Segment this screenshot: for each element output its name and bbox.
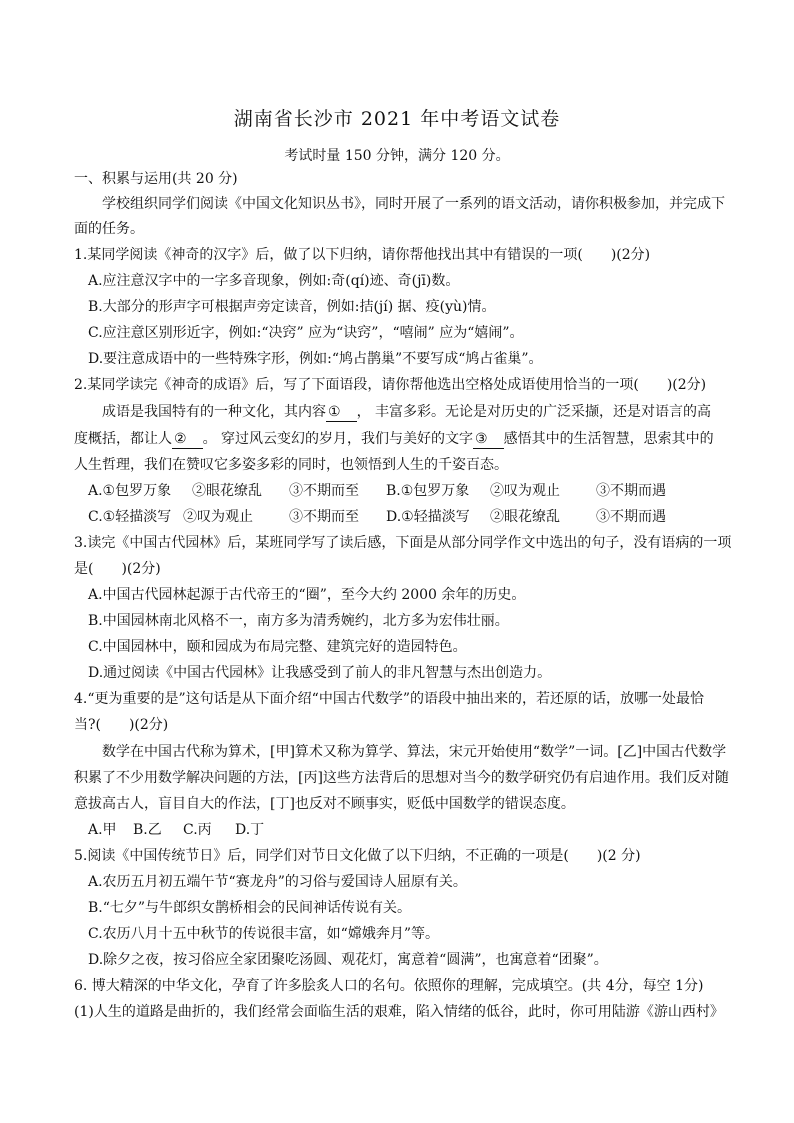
q2-passage-text: 成语是我国特有的一种文化，其内容: [102, 404, 326, 420]
q1-option-c: C.应注意区别形近字，例如:“决窍” 应为“诀窍”，“嘻闹” 应为“嬉闹”。: [88, 325, 524, 341]
q2-passage-text: 感悟其中的生活智慧，思索其中的: [503, 431, 714, 447]
q4-option-c: C.丙: [183, 822, 212, 838]
q4-passage-line: 积累了不少用数学解决问题的方法，[丙]这些方法背后的思想对当今的数学研究仍有启迪作用。我们反对随: [74, 770, 729, 786]
section-intro-line: 学校组织同学们阅读《中国文化知识丛书》，同时开展了一系列的语文活动，请你积极参加，并完成下: [102, 196, 725, 212]
q3-option-c: C.中国园林中，颐和园成为布局完整、建筑完好的造园特色。: [88, 639, 467, 655]
q4-option-b: B.乙: [133, 822, 162, 838]
q2-blank-1: ①: [328, 404, 355, 420]
section-heading: 一、积累与运用(共 20 分): [74, 171, 238, 187]
q4-passage-line: 数学在中国古代称为算术，[甲]算术又称为算学、算法，宋元开始使用“数学”一词。[乙]中国古代数学: [102, 744, 727, 760]
q2-passage-text: 度概括，都让人: [74, 431, 172, 447]
q5-option-c: C.农历八月十五中秋节的传说很丰富，如“嫦娥奔月”等。: [88, 926, 439, 942]
q2-blank-3: ③: [475, 431, 502, 447]
q4-option-a: A.甲: [88, 822, 117, 838]
q6-item-1: (1)人生的道路是曲折的，我们经常会面临生活的艰难，陷入情绪的低谷，此时，你可用陆游《游山西村》: [74, 1004, 724, 1020]
q2-option-b-1: B.①包罗万象: [386, 483, 470, 499]
q2-passage-text: ， 丰富多彩。无论是对历史的广泛采撷，还是对语言的高: [356, 404, 712, 420]
q2-passage-line: [74, 430, 714, 449]
q2-option-d-2: ②眼花缭乱: [490, 509, 560, 525]
q4-passage-line: 意拔高古人，盲目自大的作法，[丁]也反对不顾事实，贬低中国数学的错误态度。: [74, 796, 575, 812]
q2-option-d-1: D.①轻描淡写: [386, 509, 470, 525]
q5-option-a: A.农历五月初五端午节“赛龙舟”的习俗与爱国诗人屈原有关。: [88, 874, 467, 890]
q2-option-a-1: A.①包罗万象: [88, 483, 172, 499]
q3-option-b: B.中国园林南北风格不一，南方多为清秀婉约，北方多为宏伟壮丽。: [88, 613, 509, 629]
q5-option-d: D.除夕之夜，按习俗应全家团聚吃汤圆、观花灯，寓意着“圆满”，也寓意着“团聚”。: [88, 952, 608, 968]
question-5-stem: 5.阅读《中国传统节日》后，同学们对节日文化做了以下归纳，不正确的一项是( )(2 分): [74, 848, 641, 864]
q5-option-b: B.“七夕”与牛郎织女鹊桥相会的民间神话传说有关。: [88, 900, 412, 916]
question-4-stem: 4.“更为重要的是”这句话是从下面介绍“中国古代数学”的语段中抽出来的，若还原的话，放哪一处最恰: [74, 691, 704, 707]
question-2-stem: 2.某同学读完《神奇的成语》后，写了下面语段，请你帮他选出空格处成语使用恰当的一项( )(2分): [74, 377, 707, 393]
q2-blank-2: ②: [174, 431, 201, 447]
q2-passage-text: 。 穿过风云变幻的岁月，我们与美好的文字: [202, 431, 474, 447]
q2-option-a-3: ③不期而至: [289, 483, 359, 499]
question-1-stem: 1.某同学阅读《神奇的汉字》后，做了以下归纳，请你帮他找出其中有错误的一项( )(2分): [74, 247, 651, 263]
q1-option-a: A.应注意汉字中的一字多音现象，例如:奇(qí)迹、奇(jī)数。: [88, 273, 460, 289]
q2-passage-line: 人生哲理，我们在赞叹它多姿多彩的同时，也领悟到人生的千姿百态。: [74, 457, 508, 473]
section-intro-line: 面的任务。: [74, 221, 144, 237]
q1-option-b: B.大部分的形声字可根据声旁定读音，例如:拮(jí) 据、疫(yù)情。: [88, 299, 496, 315]
q2-option-a-2: ②眼花缭乱: [192, 483, 262, 499]
question-3-stem: 3.读完《中国古代园林》后，某班同学写了读后感，下面是从部分同学作文中选出的句子，没有语病的一项: [74, 535, 732, 551]
exam-title: 湖南省长沙市 2021 年中考语文试卷: [233, 108, 561, 130]
q2-passage-line: [102, 403, 711, 422]
q3-option-d: D.通过阅读《中国古代园林》让我感受到了前人的非凡智慧与杰出创造力。: [88, 665, 552, 681]
q1-option-d: D.要注意成语中的一些特殊字形，例如:“鸠占鹊巢”不要写成“鸠占雀巢”。: [88, 351, 543, 367]
question-4-stem: 当?( )(2分): [74, 717, 169, 733]
question-3-stem: 是( )(2分): [74, 561, 161, 577]
q4-option-d: D.丁: [235, 822, 265, 838]
question-6-stem: 6. 博大精深的中华文化，孕育了许多脍炙人口的名句。依照你的理解，完成填空。(共 4分，每空 1分): [74, 978, 704, 994]
q2-option-c-1: C.①轻描淡写: [88, 509, 172, 525]
q3-option-a: A.中国古代园林起源于古代帝王的“圈”，至今大约 2000 余年的历史。: [88, 587, 526, 603]
q2-option-d-3: ③不期而遇: [596, 509, 666, 525]
q2-option-b-3: ③不期而遇: [596, 483, 666, 499]
q2-option-c-2: ②叹为观止: [183, 509, 253, 525]
q2-option-b-2: ②叹为观止: [490, 483, 560, 499]
q2-option-c-3: ③不期而至: [289, 509, 359, 525]
exam-subtitle: 考试时量 150 分钟，满分 120 分。: [284, 148, 510, 164]
